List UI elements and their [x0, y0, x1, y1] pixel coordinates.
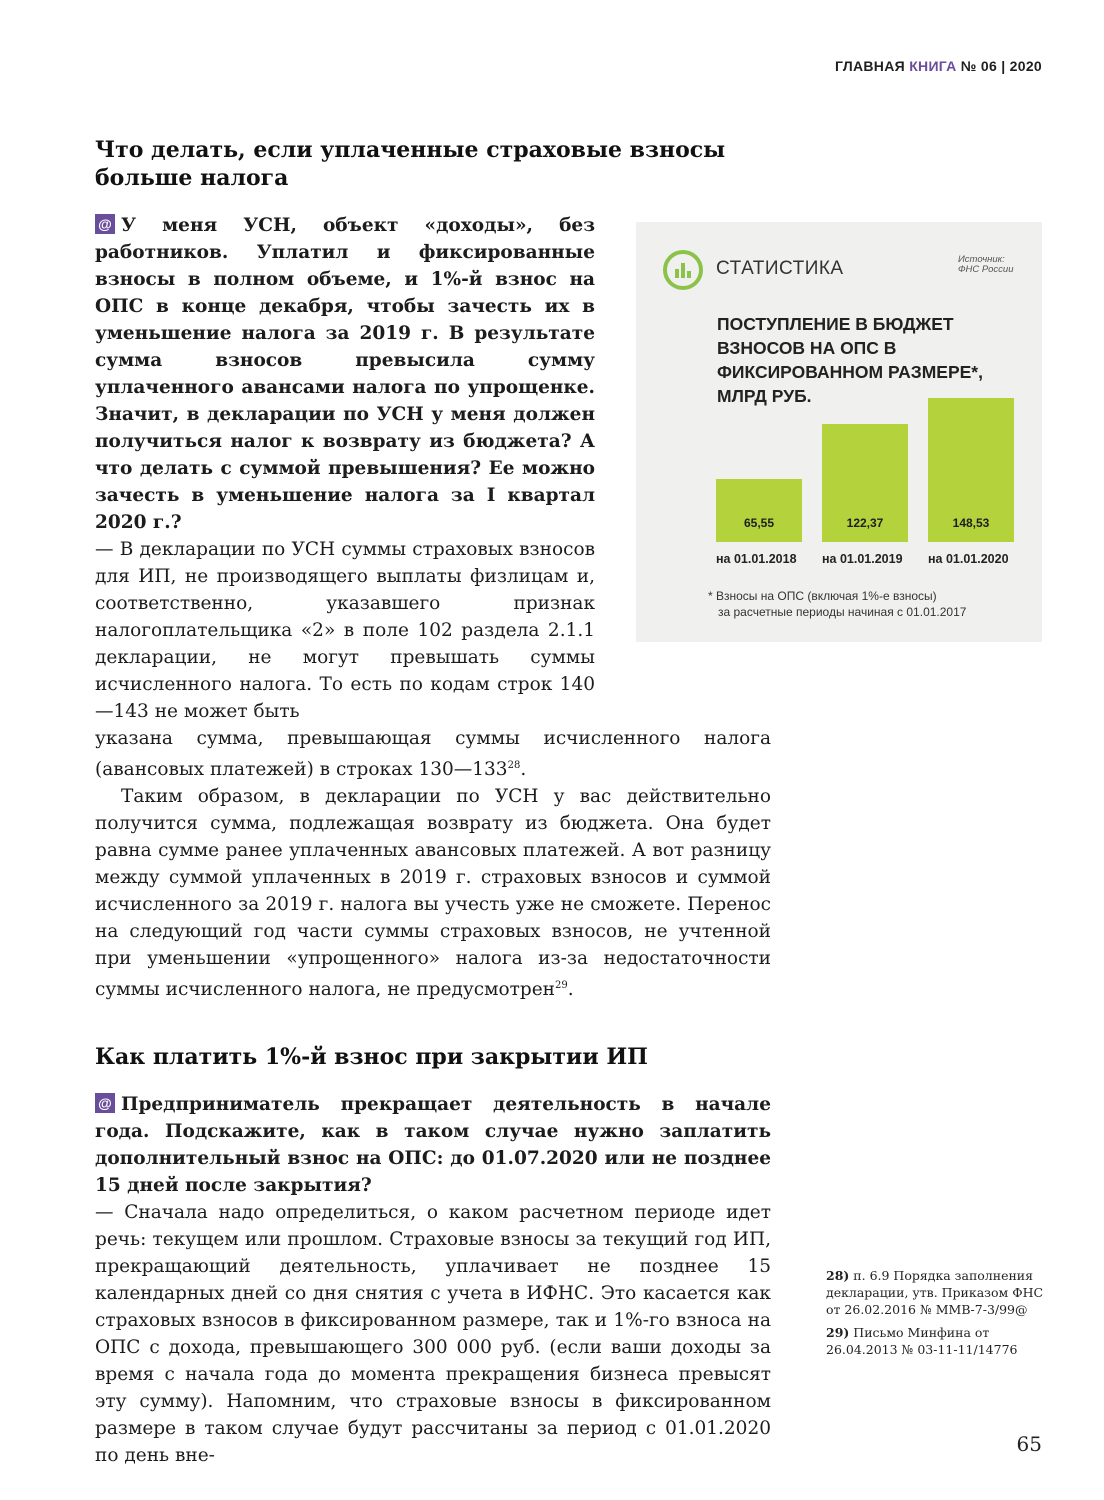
section1-heading-line2: больше налога — [95, 165, 289, 191]
bar-chart — [716, 392, 1026, 542]
section2-heading: Как платить 1%-й взнос при закрытии ИП — [95, 1044, 648, 1071]
footnote-ref-29[interactable]: 29 — [555, 980, 568, 992]
running-header — [835, 58, 1042, 74]
section1-heading-line1: Что делать, если уплаченные страховые взносы — [95, 137, 726, 163]
chart-title: ПОСТУПЛЕНИЕ В БЮДЖЕТ ВЗНОСОВ НА ОПС В ФИКСИРОВАННОМ РАЗМЕРЕ*, МЛРД РУБ. — [717, 314, 983, 406]
bar-value-label: 148,53 — [952, 516, 990, 530]
x-tick-label: на 01.01.2020 — [928, 552, 1009, 566]
x-tick-label: на 01.01.2018 — [716, 552, 797, 566]
stats-source-line1: Источник: — [958, 254, 1005, 265]
header-brand-glavnaya: ГЛАВНАЯ — [834, 58, 905, 74]
footnote-29-text: Письмо Минфина от 26.04.2013 № 03-11-11/14776 — [826, 1325, 1018, 1357]
section1-paragraph2: Таким образом, в декларации по УСН у вас действительно получится сумма, подлежащая возврату из бюджета. Она будет равна сумме ранее уплаченных авансовых платежей. А вот разницу между суммой уплаченных в 2019 г. страховых взносов и суммой исчисленного за 2019 г. налога вы учесть уже не сможете. Перенос на следующий год части суммы страховых взносов, не учтенной при уменьшении «упрощенного» налога из-за недостаточности суммы исчисленного налога, не предусмотрен$^{29}$. — [95, 786, 771, 1001]
header-brand-kniga: КНИГА — [909, 58, 957, 74]
section1-answer-wide: указана сумма, превышающая суммы исчисленного налога (авансовых платежей) в строках $130—133^{28}$. — [95, 728, 771, 781]
stats-footnote-line2: за расчетные периоды начиная с 01.01.2017 — [718, 605, 967, 619]
bar-value-label: 65,55 — [743, 516, 775, 530]
section1-question-text: У меня УСН, объект «доходы», без работников. Уплатил и фиксированные взносы в полном объеме, и 1%-й взнос на ОПС в конце декабря, чтобы зачесть их в уменьшение налога за 2019 г. В результате сумма взносов превысила сумму уплаченного авансами налога по упрощенке. Значит, в декларации по УСН у меня должен получиться налог к возврату из бюджета? А что делать с суммой превышения? Ее можно зачесть в уменьшение налога за I квартал 2020 г.? — [95, 215, 595, 533]
footnote-28 — [826, 1267, 1056, 1318]
at-icon: @ — [95, 1093, 115, 1113]
section1-heading — [95, 136, 771, 192]
section1-answer-wide-text: указана сумма, превышающая суммы исчисленного налога (авансовых платежей) в строках 130—133 — [95, 728, 771, 781]
bar-1 — [716, 479, 802, 542]
stats-source-line2: ФНС России — [958, 264, 1014, 275]
section2-answer: — Сначала надо определиться, о каком расчетном периоде идет речь: текущем или прошлом. Страховые взносы за текущий год ИП, прекращающий деятельность, уплачивает не позднее 15 календарных дней со дня снятия с учета в ИФНС. Это касается как страховых взносов в фиксированном размере, так и 1%-го взноса на ОПС с дохода, превышающего 300 000 руб. (если ваши доходы за время с начала года до момента прекращения бизнеса превысят эту сумму). Напомним, что страховые взносы в фиксированном размере в таком случае будут рассчитаны за период с 01.01.2020 по день вне- — [95, 1202, 771, 1467]
at-icon: @ — [95, 214, 115, 234]
section1-paragraph2-text: Таким образом, в декларации по УСН у вас действительно получится сумма, подлежащая возврату из бюджета. Она будет равна сумме ранее уплаченных авансовых платежей. А вот разницу между суммой уплаченных в 2019 г. страховых взносов и суммой исчисленного за 2019 г. налога вы учесть уже не сможете. Перенос на следующий год части суммы страховых взносов, не учтенной при уменьшении «упрощенного» налога из-за недостаточности суммы исчисленного налога, не предусмотрен — [95, 786, 771, 1001]
section2-qa — [95, 1091, 771, 1469]
header-issue: № 06 | 2020 — [960, 58, 1042, 74]
section2-question — [95, 1091, 771, 1199]
footnote-28-text: п. 6.9 Порядка заполнения декларации, утв. Приказом ФНС от 26.02.2016 № ММВ-7-3/99@ — [826, 1268, 1044, 1317]
stats-footnote — [708, 588, 966, 620]
bar-value-label: 122,37 — [846, 516, 884, 530]
section1-answer-narrow: — В декларации по УСН суммы страховых взносов для ИП, не производящего выплаты физлицам и, соответственно, указавшего признак налогоплательщика «2» в поле 102 раздела 2.1.1 декларации, не могут превышать суммы исчисленного налога. То есть по кодам строк 140—143 не может быть — [95, 539, 595, 722]
section1-question — [95, 212, 595, 536]
footnote-29 — [826, 1324, 1056, 1358]
section2-question-text: Предприниматель прекращает деятельность в начале года. Подскажите, как в таком случае нужно заплатить дополнительный взнос на ОПС: до 01.07.2020 или не позднее 15 дней после закрытия? — [95, 1094, 771, 1197]
bar-chart-circle-icon — [662, 249, 704, 291]
bar-2 — [822, 424, 908, 542]
x-tick-label: на 01.01.2019 — [822, 552, 903, 566]
stats-footnote-line1: * Взносы на ОПС (включая 1%-е взносы) — [708, 589, 937, 603]
statistics-box — [636, 222, 1042, 642]
stats-source — [958, 255, 1014, 275]
footnotes — [826, 1267, 1056, 1364]
page-number: 65 — [1016, 1432, 1042, 1456]
footnote-29-number: 29) — [826, 1325, 850, 1340]
footnote-28-number: 28) — [826, 1268, 850, 1283]
footnote-ref-28[interactable]: 28 — [507, 760, 521, 771]
section2 — [95, 1043, 771, 1469]
stats-label: СТАТИСТИКА — [716, 258, 844, 279]
bar-3 — [928, 398, 1014, 542]
